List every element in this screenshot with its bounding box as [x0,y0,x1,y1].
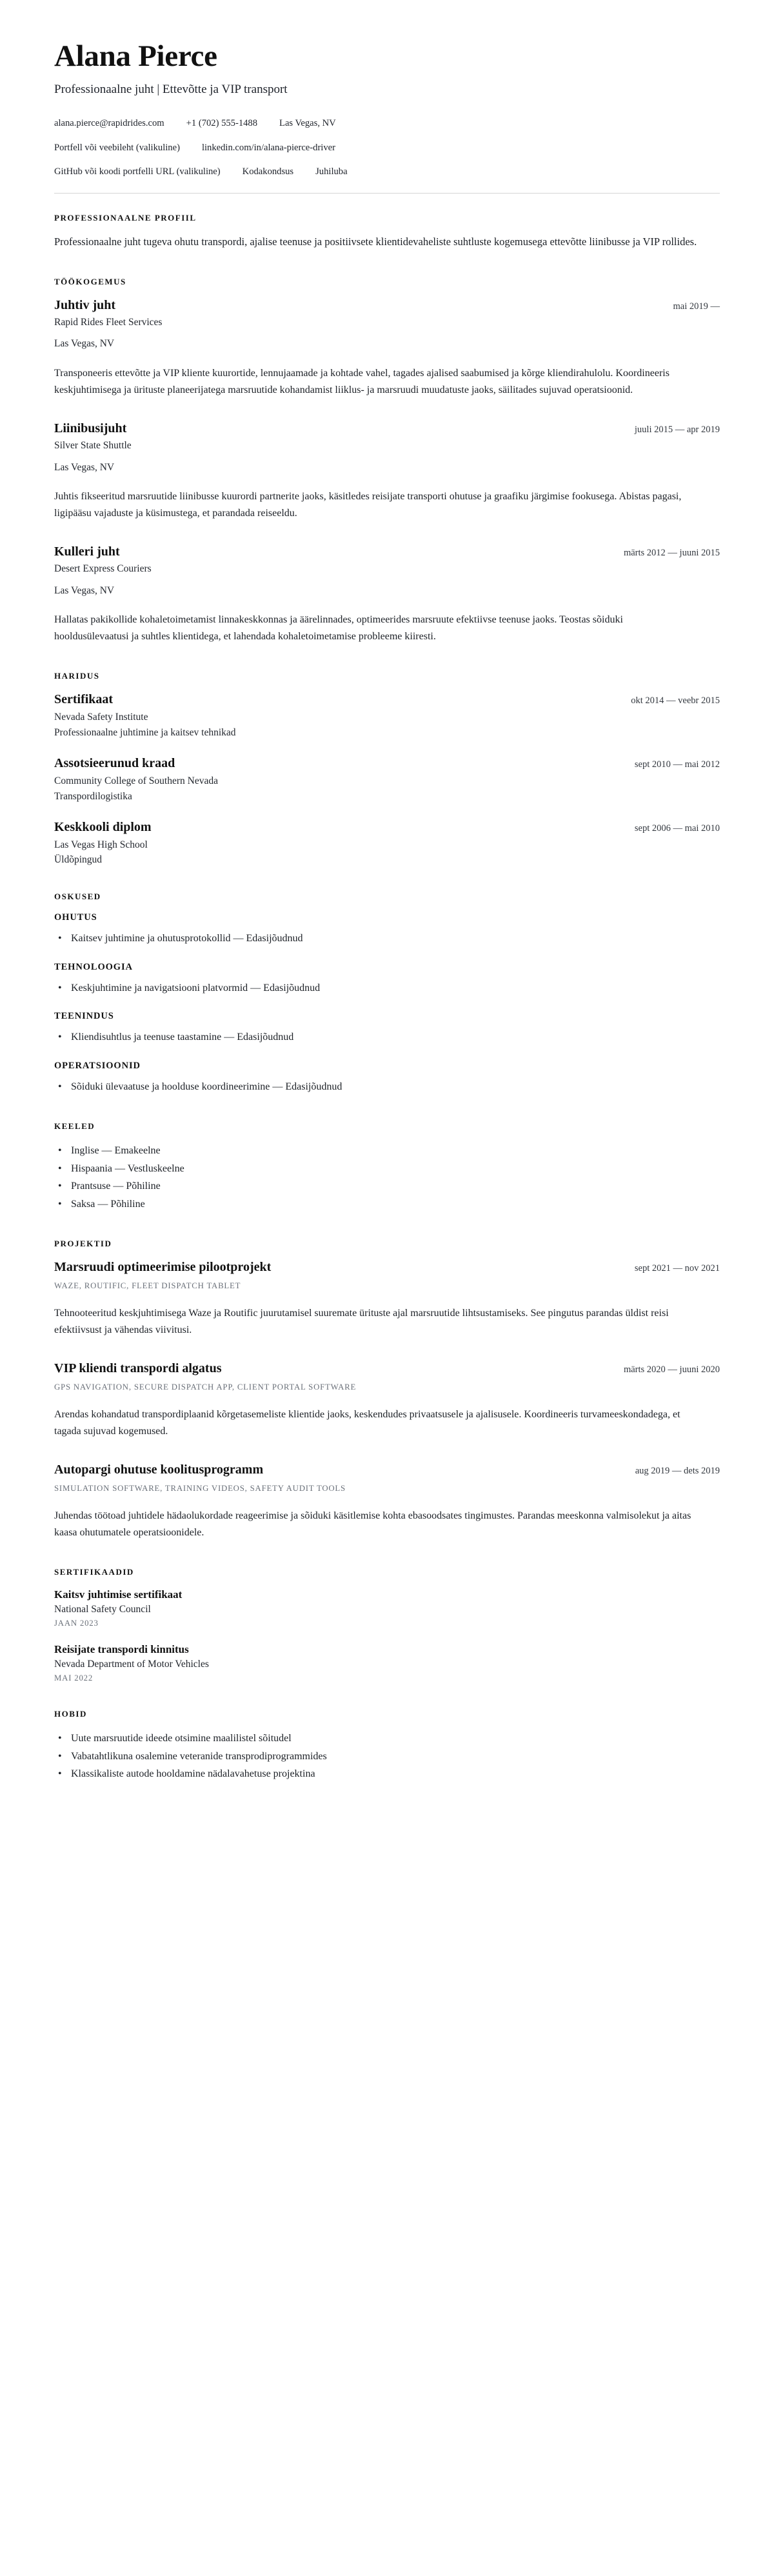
project-entry-head [54,1462,720,1478]
skill-list [54,979,720,997]
section-certifications [54,1567,720,1683]
candidate-headline: Professionaalne juht | Ettevõtte ja VIP transport [54,82,288,96]
certification-date: MAI 2022 [54,1673,94,1682]
resume-header [54,40,720,179]
hobby-item: • Vabatahtlikuna osalemine veteranide transprodiprogrammides [54,1748,720,1766]
project-description: Arendas kohandatud transpordiplaanid kõrgetasemeliste klientide jaoks, keskendudes privaatsusele ja ajalisusele. Koordineeris turvameeskondadega, et tagada sujuvad kogemused. [54,1409,680,1437]
skill-group [54,912,720,948]
skill-item: • Sõiduki ülevaatuse ja hoolduse koordineerimine — Edasijõudnud [54,1078,720,1096]
skill-list [54,1078,720,1096]
education-school: Las Vegas High School [54,839,148,850]
language-item: • Inglise — Emakeelne [54,1142,720,1160]
experience-location: Las Vegas, NV [54,584,115,596]
education-entry-head [54,819,720,835]
hobby-item: • Klassikaliste autode hooldamine nädalavahetuse projektina [54,1765,720,1783]
experience-date: mai 2019 — [673,301,720,312]
experience-location: Las Vegas, NV [54,338,115,350]
contact-driver-license: Juhiluba [315,166,348,177]
certification-date: JAAN 2023 [54,1618,99,1628]
skill-group-title: OPERATSIOONID [54,1060,141,1071]
profile-text: Professionaalne juht tugeva ohutu transpordi, ajalise teenuse ja positiivsete klientidevaheliste suhtluste kogemusega ettevõtte liinibusse ja VIP rollides. [54,235,697,248]
contact-linkedin[interactable]: linkedin.com/in/alana-pierce-driver [201,142,335,153]
contact-citizenship: Kodakondsus [242,166,294,177]
language-list [54,1142,720,1213]
skill-list [54,930,720,948]
section-title-projects: PROJEKTID [54,1239,112,1249]
project-tech: GPS NAVIGATION, SECURE DISPATCH APP, CLIENT PORTAL SOFTWARE [54,1383,357,1392]
experience-date: juuli 2015 — apr 2019 [634,424,720,435]
section-profile [54,213,720,251]
section-title-education: HARIDUS [54,671,100,681]
contact-row-web [54,141,720,155]
education-entry-head [54,755,720,772]
project-entry [54,1259,720,1339]
skill-item: • Kaitsev juhtimine ja ohutusprotokollid — Edasijõudnud [54,930,720,948]
experience-entry [54,297,720,399]
education-degree: Keskkooli diplom [54,819,152,834]
education-date: okt 2014 — veebr 2015 [631,695,720,706]
education-date: sept 2010 — mai 2012 [634,759,720,770]
skill-group [54,962,720,997]
header-divider [54,193,720,194]
project-name: Autopargi ohutuse koolitusprogramm [54,1463,264,1477]
education-entry [54,692,720,739]
certification-entry [54,1588,720,1628]
project-description: Tehnooteeritud keskjuhtimisega Waze ja Routific juurutamisel suuremate ürituste ajal marsruutide lihtsustamiseks. See pingutus parandas üldist reisi efektiivsust ja vähendas viivitusi. [54,1308,669,1336]
education-field: Professionaalne juhtimine ja kaitsev tehnikad [54,726,236,738]
project-entry [54,1361,720,1440]
project-entry [54,1462,720,1541]
contact-location: Las Vegas, NV [279,118,336,129]
section-title-experience: TÖÖKOGEMUS [54,276,126,286]
hobby-item: • Uute marsruutide ideede otsimine maalilistel sõitudel [54,1730,720,1748]
project-description: Juhendas töötoad juhtidele hädaolukordade reageerimise ja sõiduki käsitlemise kohta ebasoodsates tingimustes. Parandas meeskonna valmisolekut ja aitas kaasa ohutumatele operatsioonidele. [54,1510,691,1538]
education-entry [54,819,720,866]
project-tech: SIMULATION SOFTWARE, TRAINING VIDEOS, SAFETY AUDIT TOOLS [54,1484,346,1493]
skill-group [54,1011,720,1046]
project-entry-head [54,1259,720,1275]
skill-list [54,1028,720,1046]
section-title-languages: KEELED [54,1121,95,1132]
section-title-certifications: SERTIFIKAADID [54,1566,134,1577]
skill-group-title: TEENINDUS [54,1011,114,1022]
education-degree: Sertifikaat [54,692,114,707]
certification-entry [54,1642,720,1683]
section-languages [54,1121,720,1213]
language-item: • Hispaania — Vestluskeelne [54,1160,720,1178]
contact-email[interactable]: alana.pierce@rapidrides.com [54,118,164,129]
project-date: märts 2020 — juuni 2020 [623,1364,720,1375]
experience-company: Rapid Rides Fleet Services [54,316,163,328]
project-date: aug 2019 — dets 2019 [635,1466,720,1476]
experience-role: Liinibusijuht [54,421,127,435]
project-entry-head [54,1361,720,1377]
experience-role: Juhtiv juht [54,297,116,312]
project-name: VIP kliendi transpordi algatus [54,1361,222,1376]
experience-description: Transponeeris ettevõtte ja VIP kliente kuurortide, lennujaamade ja kohtade vahel, tagades ajalised saabumised ja kõrge kliendirahulolu. Koordineeris keskjuhtimisega ja ürituste planeerijatega marsruutide kohandamist liiklus- ja marsruudi muudatuste jaoks, säilitades sujuvad operatsioonid. [54,368,670,395]
section-title-profile: PROFESSIONAALNE PROFIIL [54,212,197,223]
skill-item: • Keskjuhtimine ja navigatsiooni platvormid — Edasijõudnud [54,979,720,997]
hobby-list [54,1730,720,1783]
experience-description: Juhtis fikseeritud marsruutide liinibusse kuurordi partnerite jaoks, käsitledes reisijate transporti ohutuse ja graafiku järgimise fookusega. Abistas pagasi, ligipääsu vajaduste ja küsimustega, et parandada reiseeldu. [54,491,682,519]
certification-name: Reisijate transpordi kinnitus [54,1642,189,1655]
section-title-hobbies: HOBID [54,1709,87,1719]
language-item: • Prantsuse — Põhiline [54,1177,720,1195]
language-item: • Saksa — Põhiline [54,1195,720,1213]
experience-location: Las Vegas, NV [54,461,115,473]
project-tech: WAZE, ROUTIFIC, FLEET DISPATCH TABLET [54,1281,241,1291]
project-date: sept 2021 — nov 2021 [634,1263,720,1274]
certification-issuer: Nevada Department of Motor Vehicles [54,1659,209,1670]
education-degree: Assotsieerunud kraad [54,755,175,770]
contact-phone[interactable]: +1 (702) 555-1488 [186,118,258,129]
experience-entry-head [54,544,720,560]
contact-github[interactable]: GitHub või koodi portfelli URL (valikuline) [54,166,221,177]
experience-company: Desert Express Couriers [54,563,152,574]
section-experience [54,277,720,646]
experience-entry-head [54,297,720,314]
skill-item: • Kliendisuhtlus ja teenuse taastamine — Edasijõudnud [54,1028,720,1046]
certification-issuer: National Safety Council [54,1603,151,1615]
experience-entry [54,544,720,645]
skill-group-title: OHUTUS [54,912,97,923]
experience-role: Kulleri juht [54,544,120,559]
section-skills [54,892,720,1095]
contact-portfolio[interactable]: Portfell või veebileht (valikuline) [54,142,180,153]
education-school: Community College of Southern Nevada [54,775,218,786]
education-date: sept 2006 — mai 2010 [634,823,720,834]
section-education [54,671,720,866]
section-hobbies [54,1709,720,1783]
section-projects [54,1239,720,1541]
experience-description: Hallatas pakikollide kohaletoimetamist linnakeskkonnas ja äärelinnades, optimeerides marsruute efektiivse teenuse jaoks. Teostas sõiduki hooldusülevaatusi ja suhtles klientidega, et lahendada kohaletoimetamise probleeme kiiresti. [54,614,623,643]
project-name: Marsruudi optimeerimise pilootprojekt [54,1260,272,1275]
education-school: Nevada Safety Institute [54,712,148,723]
skill-group-title: TEHNOLOOGIA [54,961,133,972]
skill-group [54,1061,720,1096]
certification-name: Kaitsv juhtimise sertifikaat [54,1588,183,1601]
education-entry [54,755,720,803]
section-title-skills: OSKUSED [54,892,101,902]
experience-company: Silver State Shuttle [54,439,132,451]
candidate-name: Alana Pierce [54,39,217,73]
experience-date: märts 2012 — juuni 2015 [623,548,720,558]
education-entry-head [54,692,720,708]
contact-row-extra [54,165,720,179]
education-field: Üldõpingud [54,854,103,866]
experience-entry-head [54,421,720,437]
contact-row-primary [54,117,720,130]
experience-entry [54,421,720,522]
education-field: Transpordilogistika [54,790,132,802]
